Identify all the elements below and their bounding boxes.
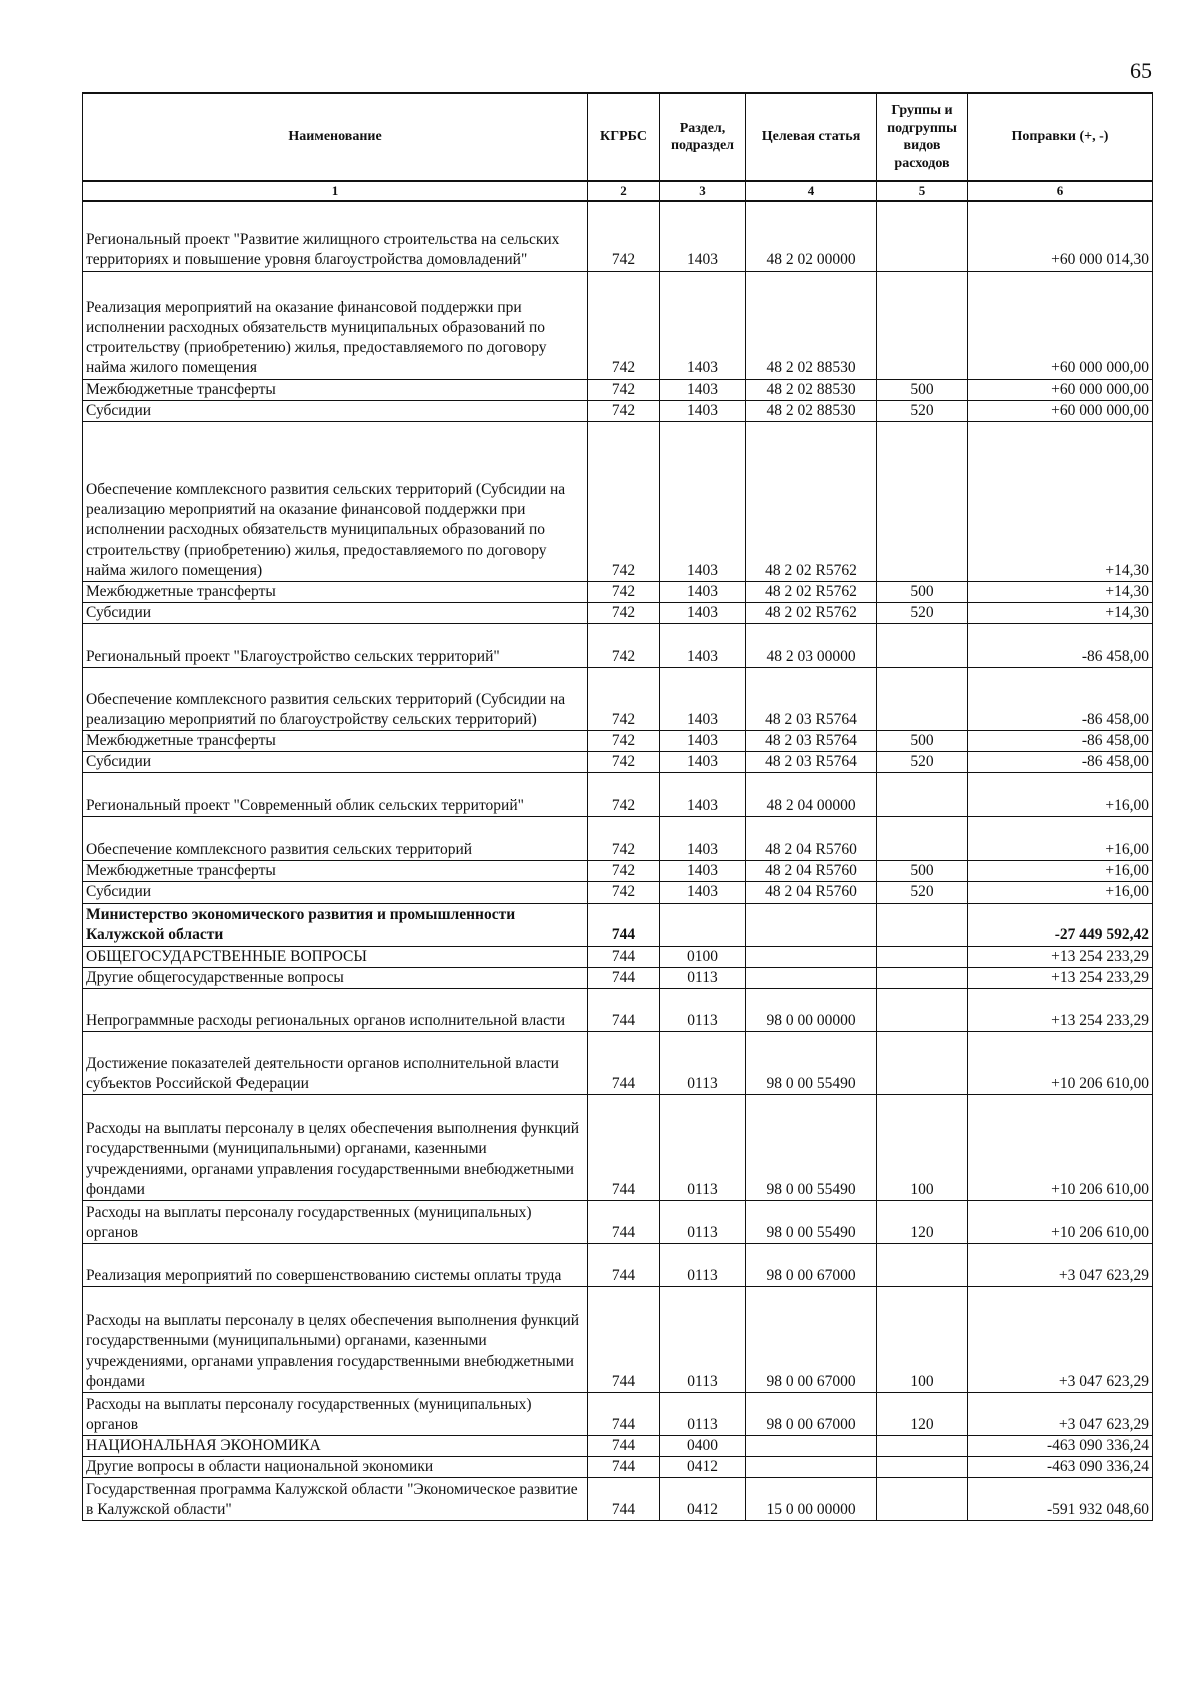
row-name: Расходы на выплаты персоналу в целях обеспечения выполнения функций государственными (муниципальными) органами, казенными учреждениями, органами управления государственными внебюджетными фондами xyxy=(83,1286,588,1392)
row-target: 98 0 00 55490 xyxy=(746,1200,877,1243)
row-kgrbs: 744 xyxy=(588,1457,660,1478)
row-name: Расходы на выплаты персоналу государственных (муниципальных) органов xyxy=(83,1200,588,1243)
row-group: 120 xyxy=(877,1200,968,1243)
row-name: Субсидии xyxy=(83,400,588,421)
row-target: 98 0 00 67000 xyxy=(746,1392,877,1435)
table-row xyxy=(83,421,1153,581)
row-name: Межбюджетные трансферты xyxy=(83,581,588,602)
row-name: Реализация мероприятий на оказание финансовой поддержки при исполнении расходных обязательств муниципальных образований по строительству (приобретению) жилья, предоставляемого по договору найма жилого помещения xyxy=(83,271,588,379)
row-amount: +16,00 xyxy=(968,773,1153,817)
row-name: Расходы на выплаты персоналу в целях обеспечения выполнения функций государственными (муниципальными) органами, казенными учреждениями, органами управления государственными внебюджетными фондами xyxy=(83,1094,588,1200)
table-row xyxy=(83,379,1153,400)
row-target: 48 2 04 00000 xyxy=(746,773,877,817)
row-section: 0113 xyxy=(660,1243,746,1286)
row-target: 48 2 04 R5760 xyxy=(746,817,877,861)
row-kgrbs: 742 xyxy=(588,400,660,421)
row-section: 0113 xyxy=(660,967,746,988)
table-row xyxy=(83,988,1153,1031)
row-target: 48 2 03 R5764 xyxy=(746,752,877,773)
row-group xyxy=(877,624,968,668)
row-kgrbs: 742 xyxy=(588,421,660,581)
row-section: 1403 xyxy=(660,602,746,623)
row-amount: -86 458,00 xyxy=(968,752,1153,773)
row-amount: +16,00 xyxy=(968,882,1153,903)
column-number: 6 xyxy=(968,181,1153,201)
row-section: 0113 xyxy=(660,1286,746,1392)
row-group xyxy=(877,1435,968,1456)
row-name: Министерство экономического развития и промышленности Калужской области xyxy=(83,903,588,946)
row-group xyxy=(877,773,968,817)
row-section: 1403 xyxy=(660,731,746,752)
row-target: 48 2 04 R5760 xyxy=(746,861,877,882)
row-amount: +13 254 233,29 xyxy=(968,967,1153,988)
row-name: Межбюджетные трансферты xyxy=(83,861,588,882)
row-section: 0412 xyxy=(660,1457,746,1478)
table-row xyxy=(83,1435,1153,1456)
row-target: 48 2 02 88530 xyxy=(746,400,877,421)
row-kgrbs: 744 xyxy=(588,1392,660,1435)
row-target: 98 0 00 55490 xyxy=(746,1094,877,1200)
row-amount: -463 090 336,24 xyxy=(968,1457,1153,1478)
column-number: 3 xyxy=(660,181,746,201)
row-name: Другие вопросы в области национальной экономики xyxy=(83,1457,588,1478)
row-group xyxy=(877,201,968,271)
row-kgrbs: 742 xyxy=(588,668,660,731)
row-kgrbs: 744 xyxy=(588,1094,660,1200)
column-number: 4 xyxy=(746,181,877,201)
row-kgrbs: 744 xyxy=(588,1286,660,1392)
table-row xyxy=(83,1478,1153,1521)
column-number-row xyxy=(83,181,1153,201)
row-kgrbs: 742 xyxy=(588,882,660,903)
row-target: 48 2 02 00000 xyxy=(746,201,877,271)
row-group xyxy=(877,421,968,581)
table-row xyxy=(83,581,1153,602)
row-target xyxy=(746,1457,877,1478)
row-kgrbs: 744 xyxy=(588,1031,660,1094)
row-section: 1403 xyxy=(660,581,746,602)
row-kgrbs: 744 xyxy=(588,988,660,1031)
page-number: 65 xyxy=(1130,58,1152,83)
row-kgrbs: 744 xyxy=(588,1478,660,1521)
column-number: 5 xyxy=(877,181,968,201)
row-amount: +60 000 000,00 xyxy=(968,379,1153,400)
row-kgrbs: 742 xyxy=(588,731,660,752)
row-amount: +3 047 623,29 xyxy=(968,1392,1153,1435)
row-target: 48 2 02 88530 xyxy=(746,271,877,379)
row-amount: +16,00 xyxy=(968,861,1153,882)
row-name: ОБЩЕГОСУДАРСТВЕННЫЕ ВОПРОСЫ xyxy=(83,946,588,967)
row-section: 1403 xyxy=(660,201,746,271)
row-section: 1403 xyxy=(660,624,746,668)
row-amount: +3 047 623,29 xyxy=(968,1286,1153,1392)
row-kgrbs: 742 xyxy=(588,752,660,773)
table-row xyxy=(83,1286,1153,1392)
row-name: Региональный проект "Развитие жилищного строительства на сельских территориях и повышение уровня благоустройства домовладений" xyxy=(83,201,588,271)
row-name: Межбюджетные трансферты xyxy=(83,379,588,400)
table-row xyxy=(83,882,1153,903)
row-amount: +14,30 xyxy=(968,602,1153,623)
row-kgrbs: 742 xyxy=(588,773,660,817)
row-kgrbs: 742 xyxy=(588,602,660,623)
row-name: НАЦИОНАЛЬНАЯ ЭКОНОМИКА xyxy=(83,1435,588,1456)
row-amount: +60 000 014,30 xyxy=(968,201,1153,271)
row-name: Региональный проект "Современный облик сельских территорий" xyxy=(83,773,588,817)
table-row xyxy=(83,1200,1153,1243)
row-amount: +13 254 233,29 xyxy=(968,946,1153,967)
row-kgrbs: 742 xyxy=(588,271,660,379)
row-name: Обеспечение комплексного развития сельских территорий (Субсидии на реализацию мероприятий на оказание финансовой поддержки при исполнении расходных обязательств муниципальных образований по строительству (приобретению) жилья, предоставляемого по договору найма жилого помещения) xyxy=(83,421,588,581)
row-target: 48 2 02 88530 xyxy=(746,379,877,400)
row-kgrbs: 742 xyxy=(588,379,660,400)
row-kgrbs: 742 xyxy=(588,817,660,861)
row-section: 0412 xyxy=(660,1478,746,1521)
table-row xyxy=(83,967,1153,988)
row-section: 1403 xyxy=(660,668,746,731)
column-number: 1 xyxy=(83,181,588,201)
row-target: 48 2 03 R5764 xyxy=(746,668,877,731)
row-target: 98 0 00 00000 xyxy=(746,988,877,1031)
row-section: 0113 xyxy=(660,1392,746,1435)
table-row xyxy=(83,271,1153,379)
header-name: Наименование xyxy=(83,93,588,181)
row-group xyxy=(877,271,968,379)
table-row xyxy=(83,400,1153,421)
row-target: 98 0 00 67000 xyxy=(746,1243,877,1286)
budget-amendments-table xyxy=(82,92,1153,1521)
table-row xyxy=(83,773,1153,817)
row-target: 48 2 03 R5764 xyxy=(746,731,877,752)
table-row xyxy=(83,1457,1153,1478)
row-name: Субсидии xyxy=(83,752,588,773)
row-target xyxy=(746,946,877,967)
row-amount: -27 449 592,42 xyxy=(968,903,1153,946)
row-section: 1403 xyxy=(660,861,746,882)
row-group xyxy=(877,988,968,1031)
row-group: 520 xyxy=(877,400,968,421)
row-amount: +10 206 610,00 xyxy=(968,1200,1153,1243)
table-row xyxy=(83,752,1153,773)
row-group xyxy=(877,1457,968,1478)
row-amount: +60 000 000,00 xyxy=(968,400,1153,421)
header-amendments: Поправки (+, -) xyxy=(968,93,1153,181)
row-section: 1403 xyxy=(660,379,746,400)
row-section: 0100 xyxy=(660,946,746,967)
row-group xyxy=(877,903,968,946)
row-amount: -86 458,00 xyxy=(968,731,1153,752)
row-target: 48 2 04 R5760 xyxy=(746,882,877,903)
row-amount: +60 000 000,00 xyxy=(968,271,1153,379)
row-name: Субсидии xyxy=(83,882,588,903)
row-name: Другие общегосударственные вопросы xyxy=(83,967,588,988)
row-section: 0113 xyxy=(660,1094,746,1200)
row-group: 500 xyxy=(877,731,968,752)
row-amount: +3 047 623,29 xyxy=(968,1243,1153,1286)
row-kgrbs: 742 xyxy=(588,201,660,271)
row-group xyxy=(877,946,968,967)
row-group: 520 xyxy=(877,882,968,903)
row-section: 1403 xyxy=(660,817,746,861)
table-row xyxy=(83,201,1153,271)
table-row xyxy=(83,1243,1153,1286)
table-row xyxy=(83,668,1153,731)
row-section: 1403 xyxy=(660,752,746,773)
table-row xyxy=(83,624,1153,668)
row-target: 48 2 02 R5762 xyxy=(746,421,877,581)
table-row xyxy=(83,602,1153,623)
row-section: 0400 xyxy=(660,1435,746,1456)
table-header-row xyxy=(83,93,1153,181)
row-kgrbs: 744 xyxy=(588,903,660,946)
header-section: Раздел, подраздел xyxy=(660,93,746,181)
table-row xyxy=(83,861,1153,882)
row-name: Субсидии xyxy=(83,602,588,623)
row-group xyxy=(877,668,968,731)
row-amount: -591 932 048,60 xyxy=(968,1478,1153,1521)
row-kgrbs: 742 xyxy=(588,581,660,602)
row-group xyxy=(877,817,968,861)
row-group: 500 xyxy=(877,379,968,400)
row-target xyxy=(746,903,877,946)
row-name: Государственная программа Калужской области "Экономическое развитие в Калужской области" xyxy=(83,1478,588,1521)
table-row xyxy=(83,903,1153,946)
row-name: Обеспечение комплексного развития сельских территорий xyxy=(83,817,588,861)
row-target: 48 2 02 R5762 xyxy=(746,602,877,623)
row-amount: -463 090 336,24 xyxy=(968,1435,1153,1456)
row-section: 1403 xyxy=(660,271,746,379)
table-row xyxy=(83,1031,1153,1094)
row-group: 520 xyxy=(877,752,968,773)
row-kgrbs: 742 xyxy=(588,624,660,668)
row-amount: +10 206 610,00 xyxy=(968,1094,1153,1200)
table-row xyxy=(83,1094,1153,1200)
row-amount: +10 206 610,00 xyxy=(968,1031,1153,1094)
row-group xyxy=(877,1478,968,1521)
row-group: 100 xyxy=(877,1094,968,1200)
row-group: 500 xyxy=(877,861,968,882)
row-kgrbs: 744 xyxy=(588,1435,660,1456)
row-name: Непрограммные расходы региональных органов исполнительной власти xyxy=(83,988,588,1031)
row-section: 1403 xyxy=(660,773,746,817)
row-name: Межбюджетные трансферты xyxy=(83,731,588,752)
row-section: 1403 xyxy=(660,421,746,581)
row-target: 98 0 00 67000 xyxy=(746,1286,877,1392)
row-target xyxy=(746,1435,877,1456)
row-group: 100 xyxy=(877,1286,968,1392)
row-kgrbs: 742 xyxy=(588,861,660,882)
header-target: Целевая статья xyxy=(746,93,877,181)
row-target: 48 2 03 00000 xyxy=(746,624,877,668)
table-row xyxy=(83,731,1153,752)
row-amount: +14,30 xyxy=(968,581,1153,602)
row-group: 500 xyxy=(877,581,968,602)
row-group xyxy=(877,1031,968,1094)
row-section: 1403 xyxy=(660,400,746,421)
row-target: 15 0 00 00000 xyxy=(746,1478,877,1521)
row-name: Достижение показателей деятельности органов исполнительной власти субъектов Российской Федерации xyxy=(83,1031,588,1094)
row-section: 0113 xyxy=(660,988,746,1031)
row-kgrbs: 744 xyxy=(588,1243,660,1286)
table-row xyxy=(83,946,1153,967)
row-amount: -86 458,00 xyxy=(968,624,1153,668)
row-kgrbs: 744 xyxy=(588,946,660,967)
row-section: 1403 xyxy=(660,882,746,903)
row-amount: +13 254 233,29 xyxy=(968,988,1153,1031)
row-target: 98 0 00 55490 xyxy=(746,1031,877,1094)
row-section xyxy=(660,903,746,946)
row-name: Региональный проект "Благоустройство сельских территорий" xyxy=(83,624,588,668)
row-kgrbs: 744 xyxy=(588,1200,660,1243)
table-row xyxy=(83,1392,1153,1435)
row-kgrbs: 744 xyxy=(588,967,660,988)
column-number: 2 xyxy=(588,181,660,201)
row-group xyxy=(877,1243,968,1286)
row-group xyxy=(877,967,968,988)
header-kgrbs: КГРБС xyxy=(588,93,660,181)
row-target xyxy=(746,967,877,988)
row-section: 0113 xyxy=(660,1031,746,1094)
row-name: Обеспечение комплексного развития сельских территорий (Субсидии на реализацию мероприятий по благоустройству сельских территорий) xyxy=(83,668,588,731)
row-name: Реализация мероприятий по совершенствованию системы оплаты труда xyxy=(83,1243,588,1286)
row-amount: +14,30 xyxy=(968,421,1153,581)
row-amount: +16,00 xyxy=(968,817,1153,861)
row-section: 0113 xyxy=(660,1200,746,1243)
header-groups: Группы и подгруппы видов расходов xyxy=(877,93,968,181)
row-group: 120 xyxy=(877,1392,968,1435)
row-name: Расходы на выплаты персоналу государственных (муниципальных) органов xyxy=(83,1392,588,1435)
row-amount: -86 458,00 xyxy=(968,668,1153,731)
row-group: 520 xyxy=(877,602,968,623)
table-row xyxy=(83,817,1153,861)
row-target: 48 2 02 R5762 xyxy=(746,581,877,602)
